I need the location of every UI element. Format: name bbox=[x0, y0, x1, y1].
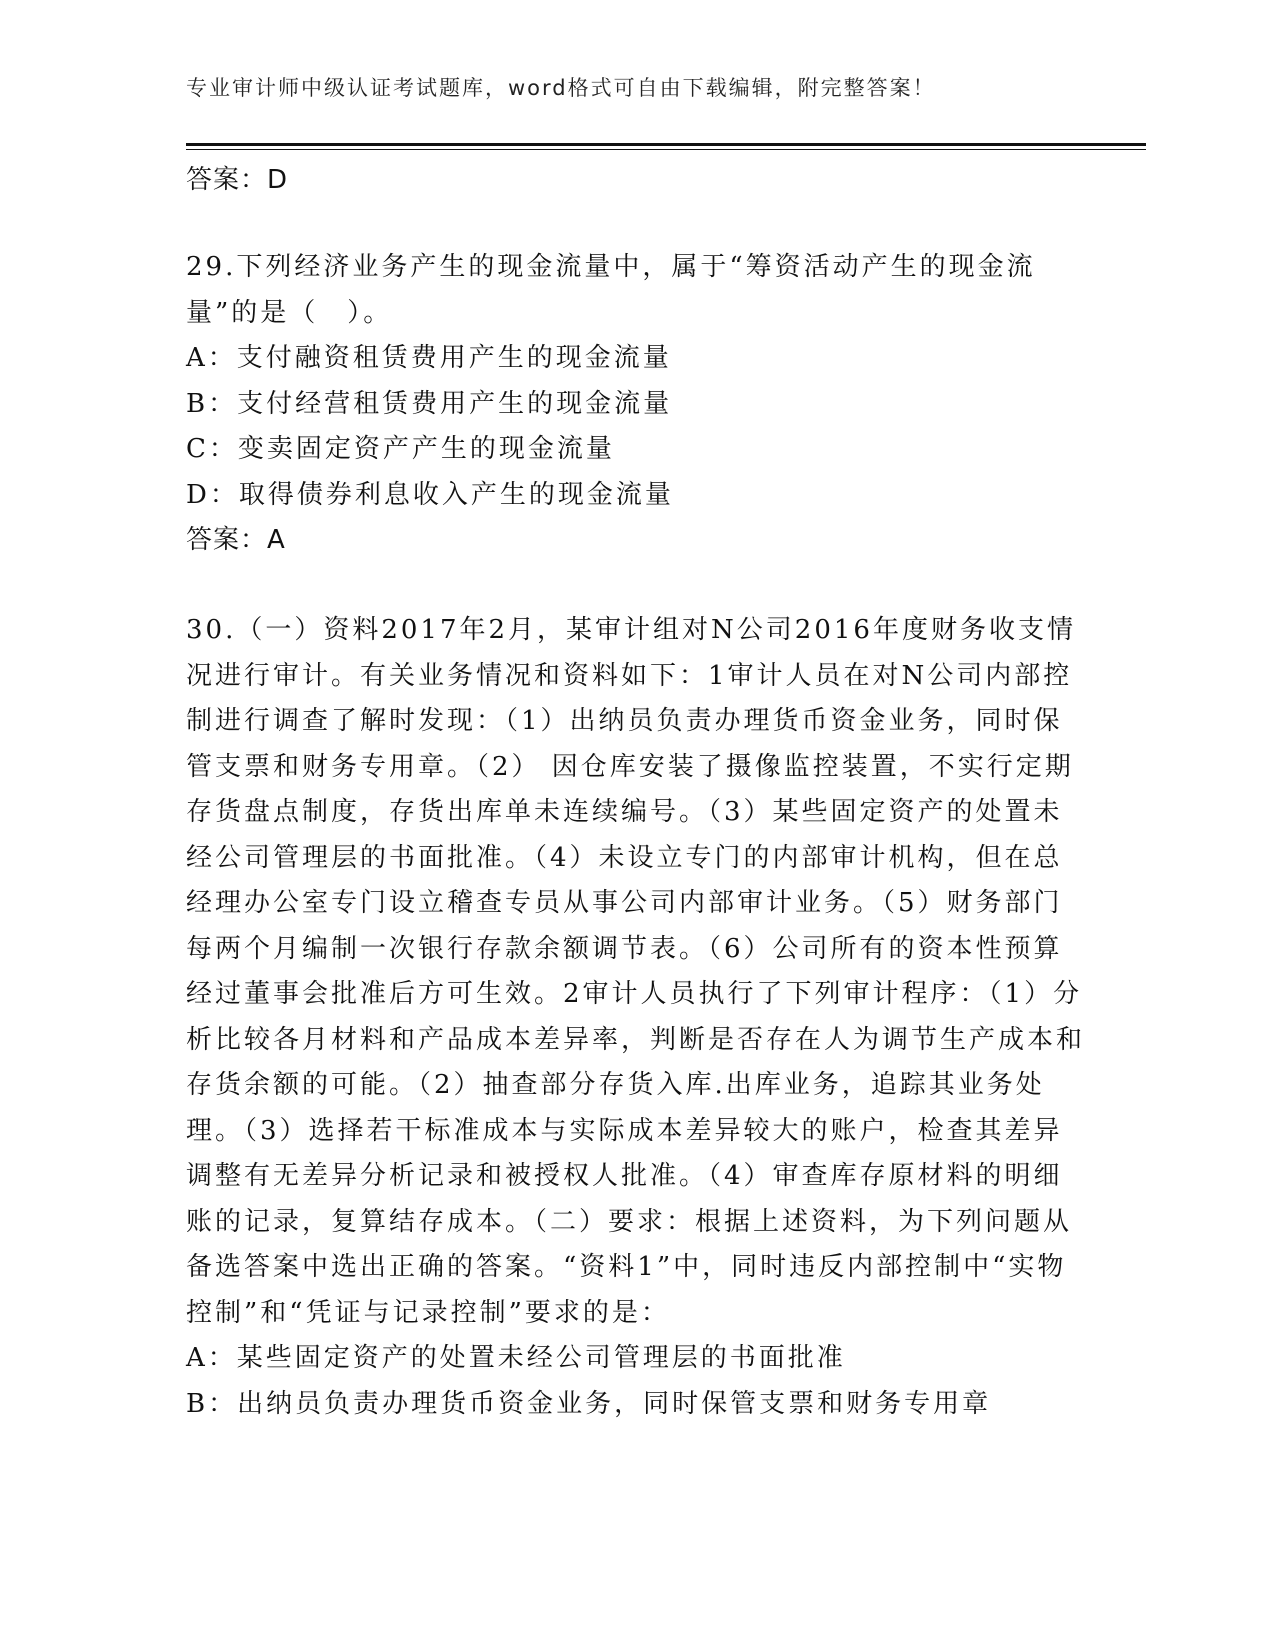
spacer bbox=[186, 203, 1086, 245]
question-text: 29.下列经济业务产生的现金流量中，属于“筹资活动产生的现金流量”的是（ ）。 bbox=[186, 252, 1036, 328]
option-b: B：支付经营租赁费用产生的现金流量 bbox=[186, 388, 673, 419]
question-answer: 答案：A bbox=[186, 525, 286, 555]
option-c: C：变卖固定资产产生的现金流量 bbox=[186, 434, 615, 464]
question-29 bbox=[186, 245, 1086, 563]
option-a: A：某些固定资产的处置未经公司管理层的书面批准 bbox=[186, 1343, 846, 1373]
spacer bbox=[186, 563, 1086, 608]
document-body bbox=[186, 158, 1086, 1427]
previous-answer: 答案：D bbox=[186, 165, 289, 195]
option-d: D：取得债券利息收入产生的现金流量 bbox=[186, 479, 674, 510]
header-rule-thin bbox=[186, 149, 1146, 150]
page-header: 专业审计师中级认证考试题库，word格式可自由下载编辑，附完整答案！ bbox=[186, 76, 936, 100]
option-b: B：出纳员负责办理货币资金业务，同时保管支票和财务专用章 bbox=[186, 1388, 992, 1419]
question-30 bbox=[186, 608, 1086, 1427]
header-rule-thick bbox=[186, 143, 1146, 146]
question-text: 30.（一）资料2017年2月，某审计组对N公司2016年度财务收支情况进行审计。有关业务情况和资料如下：1审计人员在对N公司内部控制进行调查了解时发现：（1）出纳员负责办理货币资金业务，同时保管支票和财务专用章。（2） 因仓库安装了摄像监控装置，不实行定期存货盘点制度，存货出库单未连续编号。（3）某些固定资产的处置未经公司管理层的书面批准。（4）未设立专门的内部审计机构，但在总经理办公室专门设立稽查专员从事公司内部审计业务。（5）财务部门每两个月编制一次银行存款余额调节表。（6）公司所有的资本性预算经过董事会批准后方可生效。2审计人员执行了下列审计程序：（1）分析比较各月材料和产品成本差异率，判断是否存在人为调节生产成本和存货余额的可能。（2）抽查部分存货入库.出库业务，追踪其业务处理。（3）选择若干标准成本与实际成本差异较大的账户，检查其差异调整有无差异分析记录和被授权人批准。（4）审查库存原材料的明细账的记录，复算结存成本。（二）要求：根据上述资料，为下列问题从备选答案中选出正确的答案。“资料1”中，同时违反内部控制中“实物控制”和“凭证与记录控制”要求的是： bbox=[186, 615, 1086, 1328]
option-a: A：支付融资租赁费用产生的现金流量 bbox=[186, 343, 672, 373]
